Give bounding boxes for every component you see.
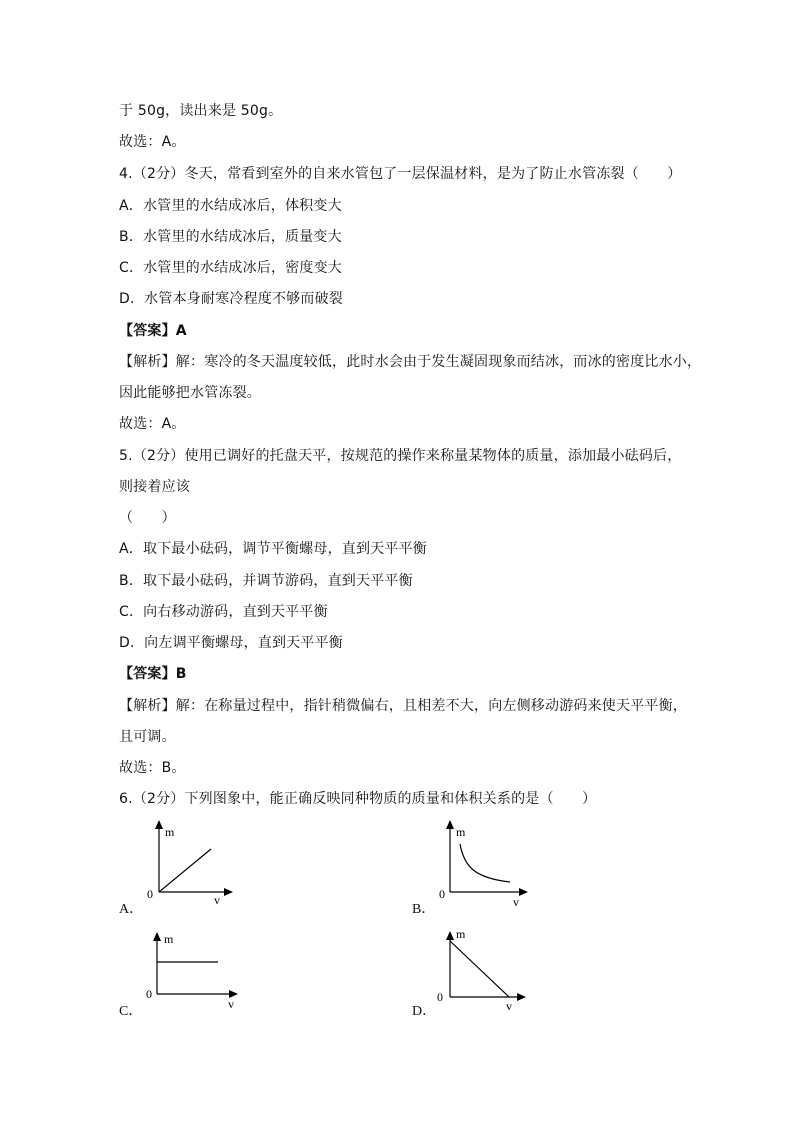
graph-b-letter: B．: [412, 902, 436, 917]
text-line: 故选：A。: [119, 134, 186, 150]
text-line: 于 50g，读出来是 50g。: [119, 103, 283, 119]
graph-c-m-label: m: [164, 932, 174, 946]
graph-d-line: [450, 941, 509, 997]
graph-a: [119, 818, 279, 918]
graph-b-plot: [412, 818, 572, 918]
graph-c-plot: [119, 922, 279, 1022]
graph-a-origin: 0: [147, 887, 153, 901]
q5-answer: 【答案】B: [119, 666, 187, 682]
q4-analysis-cont: 因此能够把水管冻裂。: [119, 385, 261, 401]
question-6: 6.（2分）下列图象中，能正确反映同种物质的质量和体积关系的是（ ）: [119, 791, 597, 807]
graph-c-v-label: v: [228, 997, 234, 1011]
graph-b-v-label: v: [513, 895, 519, 909]
graph-c-letter: C．: [119, 1004, 143, 1019]
graph-b-origin: 0: [439, 887, 445, 901]
q5-option-b: B．取下最小砝码，并调节游码，直到天平平衡: [119, 573, 413, 589]
graph-d-m-label: m: [456, 927, 466, 941]
graph-a-x-arrow: [224, 888, 233, 896]
graph-a-v-label: v: [214, 893, 220, 907]
graph-b-curve: [460, 844, 510, 882]
graph-b-x-arrow: [519, 888, 528, 896]
graph-b-y-arrow: [446, 820, 454, 829]
q5-option-a: A．取下最小砝码，调节平衡螺母，直到天平平衡: [119, 541, 427, 557]
graph-a-m-label: m: [165, 825, 175, 839]
q4-analysis: 【解析】解：寒冷的冬天温度较低，此时水会由于发生凝固现象而结冰，而冰的密度比水小，: [119, 354, 702, 370]
graph-d: [412, 922, 572, 1022]
graph-c-y-arrow: [153, 932, 161, 941]
q4-option-d: D．水管本身耐寒冷程度不够而破裂: [119, 291, 343, 307]
graph-d-origin: 0: [437, 990, 443, 1004]
graph-d-y-arrow: [446, 931, 454, 940]
graph-a-letter: A．: [119, 902, 144, 917]
q5-analysis: 【解析】解：在称量过程中，指针稍微偏右，且相差不大，向左侧移动游码来使天平平衡，: [119, 698, 687, 714]
graph-d-v-label: v: [506, 999, 512, 1013]
graph-c-origin: 0: [146, 987, 152, 1001]
q4-option-c: C．水管里的水结成冰后，密度变大: [119, 260, 342, 276]
graph-d-letter: D．: [412, 1004, 437, 1019]
q5-option-d: D．向左调平衡螺母，直到天平平衡: [119, 635, 343, 651]
q5-analysis-cont: 且可调。: [119, 729, 176, 745]
graph-a-plot: [119, 818, 279, 918]
q5-option-c: C．向右移动游码，直到天平平衡: [119, 604, 328, 620]
question-5-cont: 则接着应该: [119, 479, 190, 495]
graph-a-y-arrow: [155, 820, 163, 829]
q4-option-a: A．水管里的水结成冰后，体积变大: [119, 198, 342, 214]
graph-b: [412, 818, 572, 918]
question-5-blank: （ ）: [119, 510, 176, 526]
graph-c: [119, 922, 279, 1022]
q4-answer: 【答案】A: [119, 323, 187, 339]
q5-selection: 故选：B。: [119, 760, 186, 776]
question-5: 5.（2分）使用已调好的托盘天平，按规范的操作来称量某物体的质量，添加最小砝码后，: [119, 448, 682, 464]
graph-d-x-arrow: [517, 993, 526, 1001]
graph-b-m-label: m: [456, 825, 466, 839]
graph-d-plot: [412, 922, 572, 1022]
graph-a-line: [159, 849, 211, 892]
question-4: 4.（2分）冬天，常看到室外的自来水管包了一层保温材料，是为了防止水管冻裂（ ）: [119, 166, 682, 182]
q4-selection: 故选：A。: [119, 416, 186, 432]
q4-option-b: B．水管里的水结成冰后，质量变大: [119, 229, 342, 245]
